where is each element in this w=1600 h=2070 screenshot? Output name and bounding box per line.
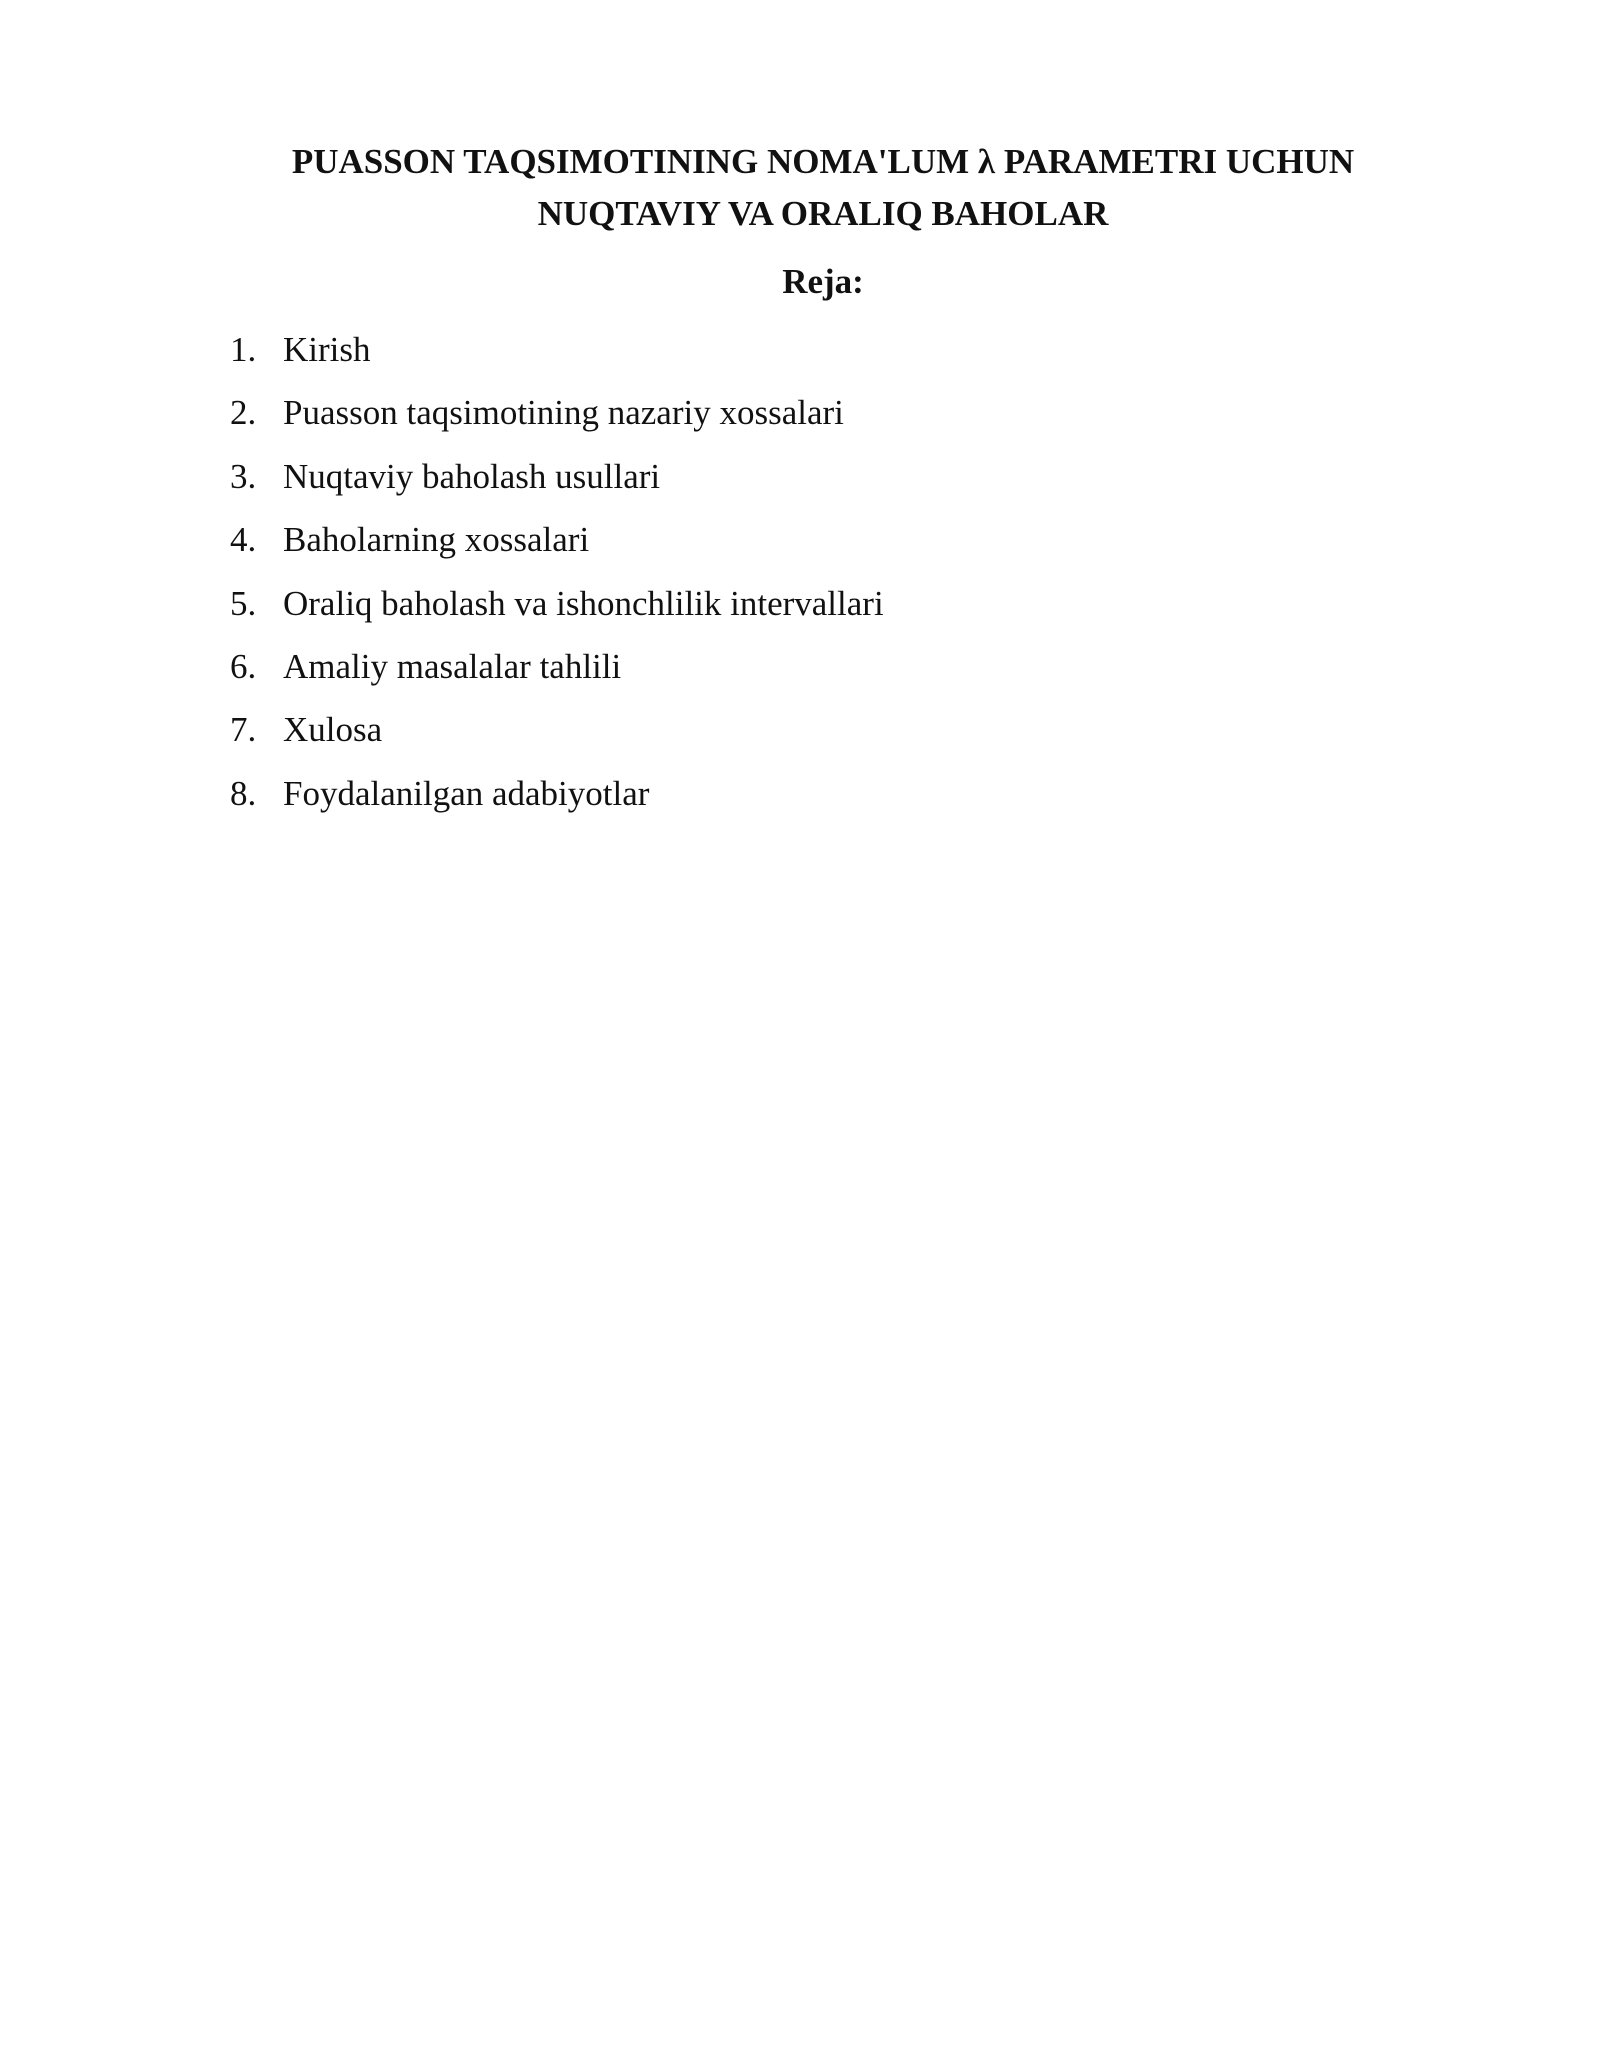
plan-item-text: Nuqtaviy baholash usullari <box>283 456 661 496</box>
plan-item-number: 4. <box>230 520 257 560</box>
plan-item-text: Amaliy masalalar tahlili <box>283 646 622 686</box>
plan-item-text: Kirish <box>283 330 371 369</box>
plan-item-number: 3. <box>230 456 257 496</box>
plan-item <box>230 514 1330 577</box>
plan-item-number: 6. <box>230 646 257 686</box>
plan-item-text: Baholarning xossalari <box>283 520 590 560</box>
plan-item <box>230 387 1330 450</box>
plan-item <box>230 704 1330 767</box>
plan-item-text: Puasson taqsimotining nazariy xossalari <box>283 393 844 433</box>
plan-item <box>230 578 1330 641</box>
plan-item <box>230 451 1330 514</box>
plan-item-number: 1. <box>230 330 257 369</box>
plan-item-number: 7. <box>230 710 257 750</box>
plan-item-number: 8. <box>230 773 257 813</box>
plan-item-text: Foydalanilgan adabiyotlar <box>283 773 650 813</box>
plan-item <box>230 324 1330 387</box>
document-title <box>200 136 1446 240</box>
plan-item <box>230 768 1330 831</box>
plan-item-number: 5. <box>230 583 257 623</box>
plan-item-text: Oraliq baholash va ishonchlilik intervallari <box>283 583 884 623</box>
plan-item <box>230 641 1330 704</box>
document-title-line-2: NUQTAVIY VA ORALIQ BAHOLAR <box>537 194 1109 233</box>
plan-item-text: Xulosa <box>283 710 383 750</box>
plan-item-number: 2. <box>230 393 257 433</box>
plan-heading: Reja: <box>782 262 864 301</box>
document-title-line-1: PUASSON TAQSIMOTINING NOMA'LUM λ PARAMETRI UCHUN <box>291 142 1355 181</box>
plan-list <box>230 324 1330 831</box>
